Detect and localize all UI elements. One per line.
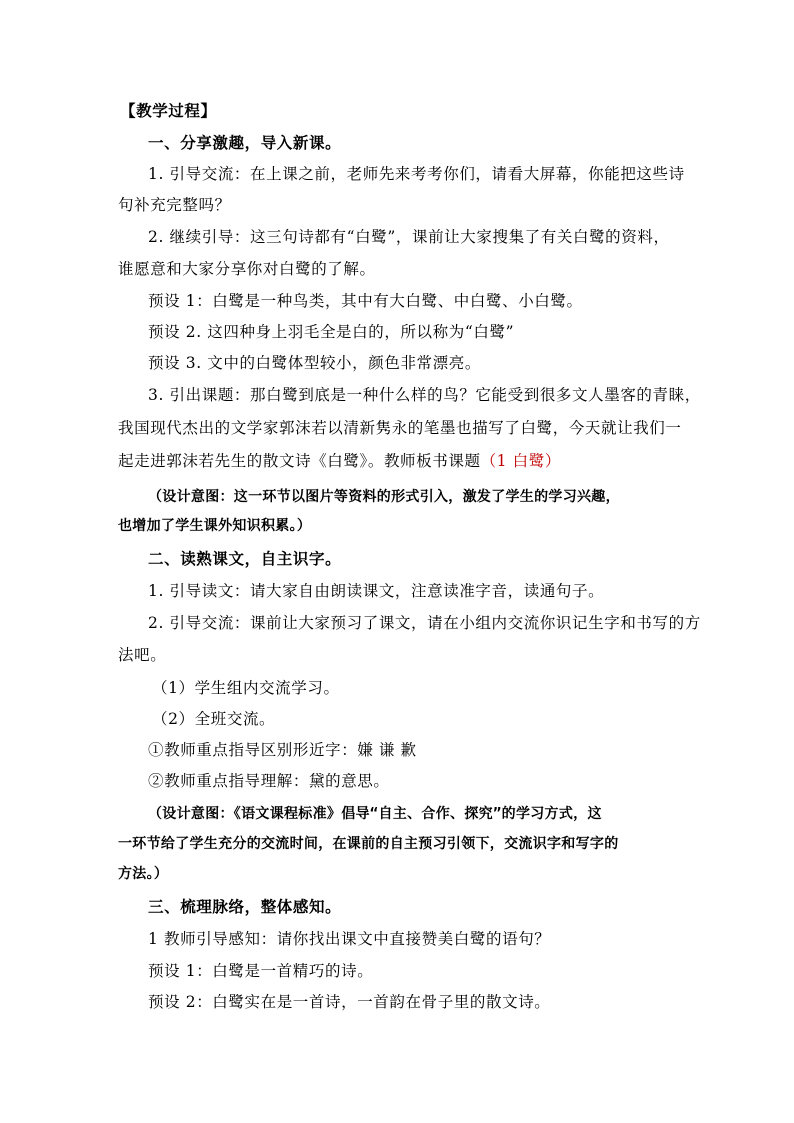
design-note1-line1: （设计意图：这一环节以图片等资料的形式引入，激发了学生的学习兴趣， xyxy=(148,489,620,505)
part2-circle2: ②教师重点指导理解：黛的意思。 xyxy=(148,772,390,790)
part3-heading: 三、梳理脉络，整体感知。 xyxy=(148,897,342,916)
part3-item1: 1 教师引导感知：请你找出课文中直接赞美白鹭的语句？ xyxy=(148,930,551,948)
design-note2-line3: 方法。） xyxy=(118,866,169,882)
part1-preset3: 预设 3. 文中的白鹭体型较小，颜色非常漂亮。 xyxy=(148,354,481,372)
part1-item1-line1: 1. 引导交流：在上课之前，老师先来考考你们，请看大屏幕，你能把这些诗 xyxy=(148,165,685,183)
part1-preset1: 预设 1：白鹭是一种鸟类，其中有大白鹭、中白鹭、小白鹭。 xyxy=(148,292,583,310)
part3-preset1: 预设 1：白鹭是一首精巧的诗。 xyxy=(148,962,374,980)
part2-circle1: ①教师重点指导区别形近字：嫌 谦 歉 xyxy=(148,741,417,759)
part3-preset2: 预设 2：白鹭实在是一首诗，一首韵在骨子里的散文诗。 xyxy=(148,993,551,1011)
part2-item2-line2: 法吧。 xyxy=(118,646,167,664)
part1-preset2: 预设 2. 这四种身上羽毛全是白的，所以称为“白鹭” xyxy=(148,323,515,341)
lesson-title-board: （1 白鹭） xyxy=(480,452,561,470)
design-note2-line1: （设计意图：《语文课程标准》倡导“自主、合作、探究”的学习方式，这 xyxy=(148,806,602,822)
part1-heading: 一、分享激趣，导入新课。 xyxy=(148,133,342,152)
part2-sub2: （2）全班交流。 xyxy=(152,710,276,728)
part2-item2-line1: 2. 引导交流：课前让大家预习了课文，请在小组内交流你识记生字和书写的方 xyxy=(148,614,701,632)
section-header: 【教学过程】 xyxy=(120,101,217,120)
part1-item3-line2: 我国现代杰出的文学家郭沫若以清新隽永的笔墨也描写了白鹭，今天就让我们一 xyxy=(118,419,682,437)
part1-item2-line1: 2. 继续引导：这三句诗都有“白鹭”，课前让大家搜集了有关白鹭的资料， xyxy=(148,228,670,246)
part1-item3-line3 xyxy=(118,451,561,471)
part1-item1-line2: 句补充完整吗？ xyxy=(118,196,231,214)
part2-sub1: （1）学生组内交流学习。 xyxy=(152,679,340,697)
part1-item3-text: 起走进郭沫若先生的散文诗《白鹭》。教师板书课题 xyxy=(118,452,481,470)
part1-item2-line2: 谁愿意和大家分享你对白鹭的了解。 xyxy=(118,260,376,278)
part1-item3-line1: 3. 引出课题：那白鹭到底是一种什么样的鸟？它能受到很多文人墨客的青睐， xyxy=(148,386,701,404)
part2-item1: 1. 引导读文：请大家自由朗读课文，注意读准字音，读通句子。 xyxy=(148,582,605,600)
design-note1-line2: 也增加了学生课外知识积累。） xyxy=(118,518,312,534)
design-note2-line2: 一环节给了学生充分的交流时间，在课前的自主预习引领下，交流识字和写字的 xyxy=(118,836,619,852)
part2-heading: 二、读熟课文，自主识字。 xyxy=(148,549,342,568)
